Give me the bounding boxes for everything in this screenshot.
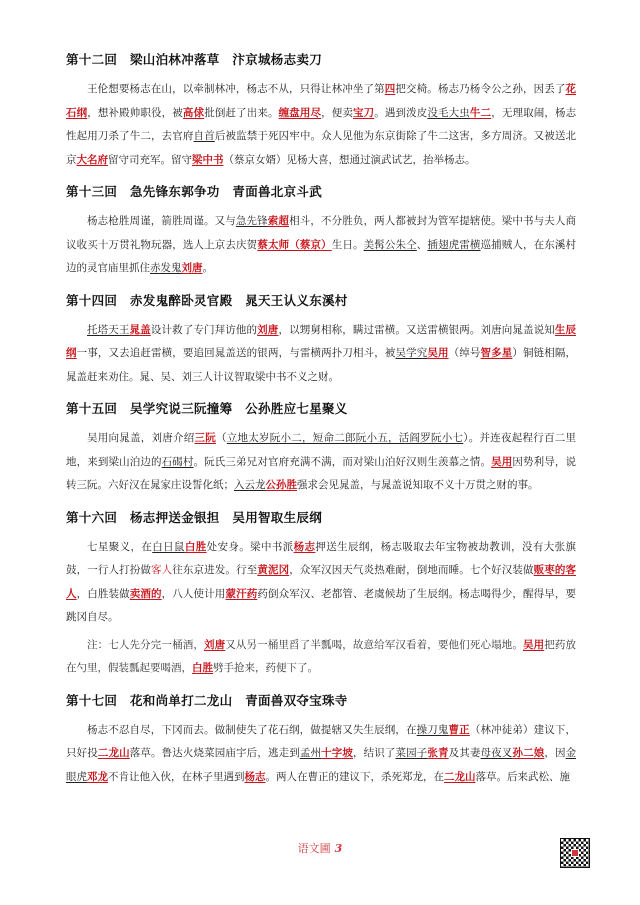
document-body — [66, 50, 576, 820]
text: 巡捕贼人，在东溪村边的灵官庙里抓住 — [66, 238, 576, 274]
text: 。两人在曹正的建议下，杀死郑龙，在 — [265, 770, 444, 783]
text: 设计救了专门拜访他的 — [150, 323, 258, 336]
underlined-term: 母夜叉 — [480, 747, 513, 759]
highlighted-name: 缠盘用尽 — [278, 106, 322, 119]
text: ，以甥舅相称，瞒过雷横。又送雷横银两。刘唐向晁盖说知 — [278, 323, 555, 336]
text: 往东京进发。行至 — [172, 564, 258, 576]
text: 七星聚义，在 — [87, 540, 153, 553]
highlighted-name: 刘唐 — [203, 638, 226, 651]
text: ，八人使计用 — [161, 587, 226, 600]
text: （ — [216, 432, 227, 444]
text: （绰号 — [448, 347, 481, 359]
text: 不肯让他入伙，在林子里遇到 — [108, 770, 245, 783]
chapter-section — [66, 691, 576, 790]
highlighted-name: 张青 — [427, 747, 449, 759]
text: 后被监禁于死囚牢中。众人见他为东京街除了牛二这害，多方周济。又被送北京 — [66, 130, 576, 166]
highlighted-name: 梁中书 — [192, 153, 224, 166]
underlined-term: 石碣村 — [161, 455, 194, 468]
underlined-term: 立地太岁阮小二，短命二郎阮小五，活阎罗阮小七 — [226, 432, 464, 444]
highlighted-name: 四 — [384, 83, 396, 95]
highlighted-name: 刘唐 — [181, 262, 203, 274]
summary-paragraph — [66, 536, 576, 630]
highlighted-name: 花石纲 — [66, 83, 576, 119]
note-paragraph — [66, 634, 576, 681]
text: 处安身。梁中书派 — [206, 540, 294, 553]
underlined-term: 没毛大虫 — [427, 106, 470, 119]
text: （蔡京女婿）见杨大喜，想通过演武试艺，抬举杨志。 — [223, 153, 476, 166]
text: （林冲徒弟）建议下，只好投 — [66, 723, 576, 759]
footer-label: 语文圃 — [297, 842, 331, 855]
text: 吴用向晁盖，刘唐介绍 — [87, 432, 195, 444]
highlighted-name: 黄泥冈 — [257, 564, 290, 576]
text: 杨志枪胜周谨，箭胜周谨。又与 — [87, 215, 236, 227]
underlined-term: 入云龙 — [234, 479, 266, 491]
highlighted-name: 贩枣的客人 — [66, 564, 576, 600]
highlighted-name: 二龙山 — [444, 770, 476, 783]
text: 落草。鲁达火烧菜园庙宇后，逃走到 — [129, 747, 300, 759]
highlighted-name: 牛二 — [469, 106, 492, 119]
highlighted-name: 吴用 — [427, 347, 449, 359]
highlighted-name: 公孙胜 — [265, 479, 297, 491]
text: 、 — [416, 238, 428, 251]
text: 杨志不忍自尽，下冈而去。做制使失了花石纲，做提辖又失生辰纲，在 — [87, 723, 417, 736]
text: 落草。后来武松、施 — [475, 770, 570, 783]
text: 一事，又去追赶雷横，要追回晁盖送的银两，与雷横两扑刀相斗，被 — [76, 347, 396, 359]
highlighted-name: 生辰纲 — [66, 323, 576, 359]
text: 。阮氏三弟兄对官府充满不满，而对梁山泊好汉则生羡慕之情。 — [193, 455, 492, 468]
text: 及其妻 — [448, 747, 481, 759]
highlighted-name: 吴用 — [522, 638, 545, 651]
text: 药倒众军汉、老都管、老虞候劫了生辰纲。杨志喝得少，醒得早，要跳冈自尽。 — [66, 587, 576, 623]
text: 留守司充军。留守 — [108, 153, 192, 166]
highlighted-name: 三阮 — [194, 432, 216, 444]
chapter-heading: 第十四回 赤发鬼醉卧灵官殿 晁天王认义东溪村 — [66, 292, 348, 308]
text: 。遇到泼皮 — [374, 106, 428, 119]
highlighted-name: 孙二娘 — [512, 747, 545, 759]
chapter-section — [66, 50, 576, 172]
text: 批倒赶了出来。 — [204, 106, 279, 119]
text: 强求会见晁盖，与晁盖说知取不义十万贯之财的事。 — [297, 479, 539, 491]
text: 。 — [202, 262, 213, 274]
text: 劈手抢来，药便下了。 — [213, 662, 318, 674]
chapter-section — [66, 291, 576, 390]
text: 因势利导，说转三阮。六好汉在晁家庄设誓化纸； — [66, 455, 576, 491]
underlined-term: 插翅虎雷横 — [427, 238, 481, 251]
qr-code-icon — [560, 838, 590, 868]
text: ，想补殿帅职役，被 — [87, 106, 183, 119]
underlined-term: 菜园子 — [395, 747, 428, 759]
text: 押送生辰纲，杨志吸取去年宝物被劫教训，没有大张旗鼓，一行人打扮做 — [66, 540, 576, 576]
highlighted-name: 高俅 — [182, 106, 205, 119]
chapter-section — [66, 399, 576, 498]
underlined-term: 赤发鬼 — [150, 262, 182, 274]
text: ，无理取闹，杨志性起用刀杀了牛二，去官府 — [66, 106, 576, 142]
highlighted-name: 二龙山 — [97, 747, 130, 759]
chapter-heading: 第十七回 花和尚单打二龙山 青面兽双夺宝珠寺 — [66, 692, 348, 708]
underlined-term: 操刀鬼 — [416, 723, 449, 736]
highlighted-name: 吴用 — [491, 455, 513, 468]
text: ，白胜装做 — [76, 587, 130, 600]
highlighted-name: 宝刀 — [353, 106, 375, 119]
underlined-term: 孟州 — [299, 747, 322, 759]
page-footer — [0, 840, 640, 856]
highlighted-name: 蒙汗药 — [225, 587, 258, 600]
highlighted-name: 蔡太师（蔡京） — [257, 238, 332, 251]
highlighted-name: 白胜 — [184, 540, 207, 553]
highlighted-name: 杨志 — [293, 540, 316, 553]
underlined-term: 自首 — [193, 130, 215, 142]
text: 王伦想要杨志在山，以牵制林冲，杨志不从，只得让林冲坐了第 — [87, 83, 385, 95]
chapter-heading: 第十二回 梁山泊林冲落草 汴京城杨志卖刀 — [66, 52, 323, 67]
highlighted-name: 卖酒的 — [129, 587, 162, 600]
chapter-section — [66, 182, 576, 281]
underlined-term: 美髯公朱仝 — [363, 238, 417, 251]
text: 把药放在勺里，假装瓢起要喝酒， — [66, 638, 576, 674]
text: 又从另一桶里舀了半瓢喝，故意给军汉看着，要他们死心塌地。 — [225, 638, 523, 651]
text: ，众军汉因天气炎热难耐，倒地而睡。七个好汉装做 — [289, 564, 534, 576]
highlighted-name: 曹正 — [448, 723, 470, 736]
underlined-term: 金眼虎 — [66, 747, 576, 783]
summary-paragraph — [66, 78, 576, 172]
text: ，便卖 — [321, 106, 353, 119]
text: ）。并连夜起程行百二里地，来到梁山泊边的 — [66, 432, 576, 468]
highlighted-name: 白胜 — [192, 662, 213, 674]
text: 生日。 — [331, 238, 364, 251]
highlighted-name: 大名府 — [76, 153, 108, 166]
highlighted-name: 晁盖 — [129, 323, 151, 336]
highlighted-text: 客人 — [151, 564, 173, 576]
text: 注：七人先分完一桶酒， — [87, 638, 204, 651]
chapter-section — [66, 508, 576, 681]
text: ，结识了 — [352, 747, 396, 759]
underlined-term: 吴学究 — [395, 347, 428, 359]
chapter-heading: 第十三回 急先锋东郭争功 青面兽北京斗武 — [66, 184, 323, 199]
highlighted-name: 智多星 — [480, 347, 513, 359]
highlighted-name: 刘唐 — [257, 323, 279, 336]
text: ，因 — [544, 747, 566, 759]
text: 把交椅。杨志乃杨令公之孙，因丢了 — [395, 83, 566, 95]
summary-paragraph — [66, 719, 576, 790]
chapter-heading: 第十六回 杨志押送金银担 吴用智取生辰纲 — [66, 509, 323, 525]
underlined-term: 托塔天王 — [87, 323, 130, 336]
chapter-heading: 第十五回 吴学究说三阮撞筹 公孙胜应七星聚义 — [66, 401, 348, 416]
underlined-term: 急先锋 — [235, 215, 268, 227]
underlined-term: 白日鼠 — [152, 540, 185, 553]
page-number: 3 — [334, 842, 343, 855]
highlighted-name: 邓龙 — [87, 770, 108, 783]
summary-paragraph — [66, 319, 576, 390]
summary-paragraph — [66, 427, 576, 498]
text: 相斗，不分胜负，两人都被封为管军提辖使。梁中书与夫人商议收买十万贯礼物玩器，选人上京去庆贺 — [66, 215, 576, 251]
highlighted-name: 杨志 — [244, 770, 266, 783]
text: ）铜链相隔，晁盖赶来劝住。晁、吴、刘三人计议智取梁中书不义之财。 — [66, 347, 576, 383]
highlighted-name: 十字坡 — [321, 747, 353, 759]
summary-paragraph — [66, 210, 576, 281]
highlighted-name: 索超 — [267, 215, 290, 227]
